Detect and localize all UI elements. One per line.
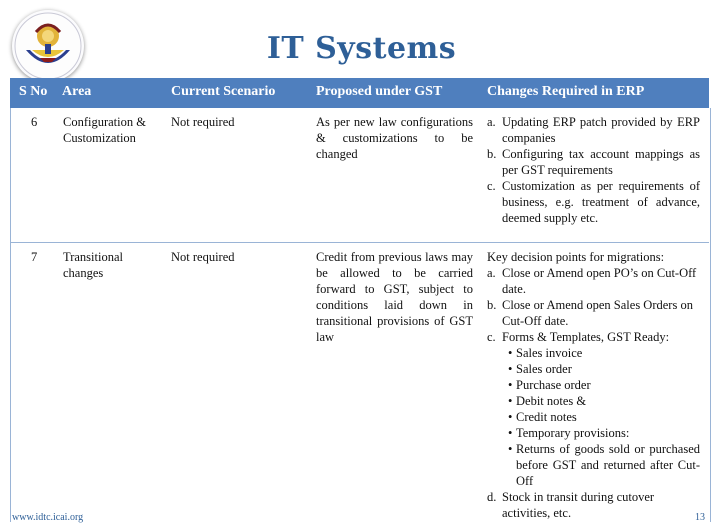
row-7-area [63,249,163,281]
column-header-current-scenario: Current Scenario [171,84,276,99]
table-header [10,78,709,108]
bullet-text: Sales invoice [516,346,583,360]
row-7-sno: 7 [31,250,38,264]
list-item-text: Close or Amend open PO’s on Cut-Off date. [502,266,697,296]
list-marker: d. [487,490,497,504]
row-6-area [63,114,163,146]
list-item-text: Configuring tax account mappings as per GST requirements [502,147,700,177]
row-6-current-scenario: Not required [171,115,235,129]
row-6-sno: 6 [31,115,38,129]
changes-intro: Key decision points for migrations: [487,250,665,264]
row-6-proposed: As per new law configurations & customizations to be changed [316,115,473,161]
column-header-changes-required: Changes Required in ERP [487,84,645,99]
bullet-icon: • [508,442,513,456]
row-7-current-scenario: Not required [171,250,235,264]
list-item-text: Forms & Templates, GST Ready: [502,330,670,344]
list-item-text: Close or Amend open Sales Orders on Cut-Off date. [502,298,693,328]
bullet-text: Debit notes & [516,394,587,408]
row-7-area-line: changes [63,266,104,280]
list-item [487,329,700,345]
row-6-area-line: Configuration & [63,115,146,129]
bullet-item [487,393,700,409]
list-marker: a. [487,266,496,280]
row-7-proposed: Credit from previous laws may be allowed to be carried forward to GST, subject to conditions laid down in transitional provisions of GST law [316,250,473,344]
bullet-item [487,441,700,489]
bullet-item [487,345,700,361]
bullet-text: Purchase order [516,378,591,392]
row-6-area-line: Customization [63,131,136,145]
list-item-text: Stock in transit during cutover activities, etc. [502,490,655,520]
row-7-changes [487,249,700,521]
list-marker: c. [487,330,496,344]
bullet-icon: • [508,410,513,424]
bullet-item [487,409,700,425]
bullet-item [487,377,700,393]
list-marker: a. [487,115,496,129]
bullet-item [487,361,700,377]
list-item [487,489,700,521]
row-divider [10,242,709,243]
row-6-changes [487,114,700,226]
footer-url[interactable]: www.idtc.icai.org [12,512,84,523]
column-header-proposed-under-gst: Proposed under GST [316,84,443,99]
list-item [487,114,700,146]
bullet-icon: • [508,394,513,408]
bullet-icon: • [508,346,513,360]
list-item [487,146,700,178]
bullet-text: Sales order [516,362,572,376]
list-marker: b. [487,147,497,161]
bullet-icon: • [508,426,513,440]
bullet-text: Credit notes [516,410,577,424]
list-item [487,297,700,329]
row-7-area-line: Transitional [63,250,123,264]
list-marker: b. [487,298,497,312]
slide-title: IT Systems [266,31,457,66]
column-header-sno: S No [19,84,48,99]
bullet-icon: • [508,362,513,376]
list-item-text: Updating ERP patch provided by ERP companies [502,115,700,145]
list-item-text: Customization as per requirements of business, e.g. treatment of advance, deemed supply etc. [502,179,700,225]
bullet-text: Temporary provisions: [516,426,630,440]
list-item [487,178,700,226]
bullet-text: Returns of goods sold or purchased before GST and returned after Cut-Off [516,442,700,488]
bullet-icon: • [508,378,513,392]
page-number: 13 [695,512,705,523]
list-marker: c. [487,179,496,193]
column-header-area: Area [62,84,92,99]
bullet-item [487,425,700,441]
list-item [487,265,700,297]
